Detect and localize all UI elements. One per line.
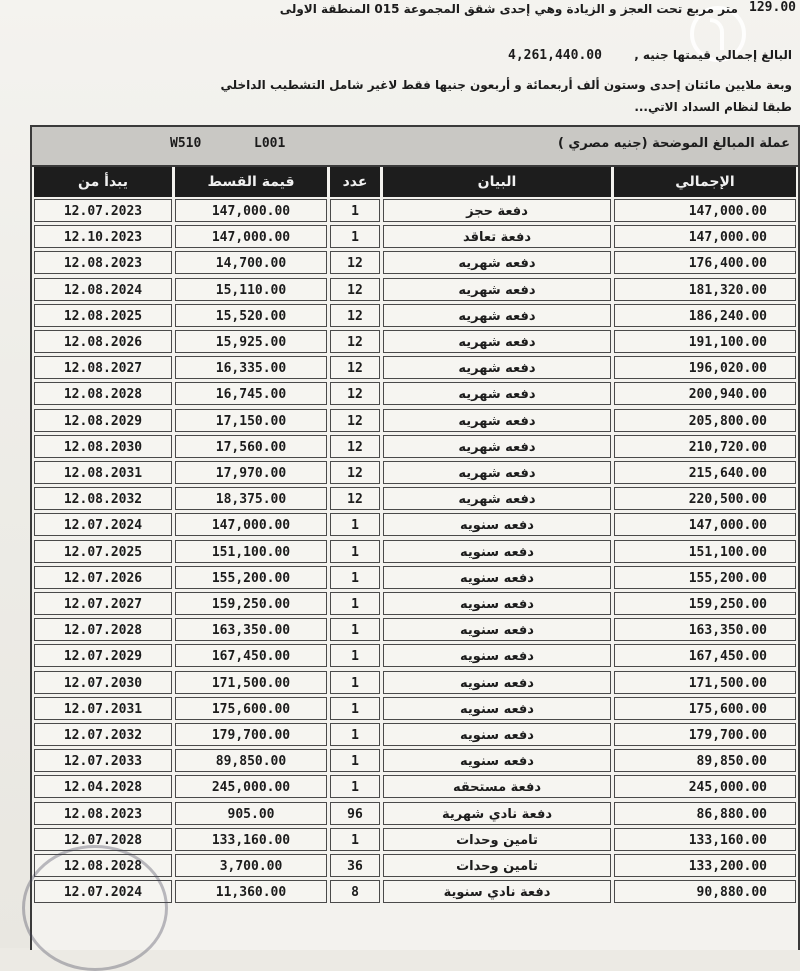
row-count: 1 — [330, 671, 380, 694]
row-start-date: 12.08.2030 — [34, 435, 172, 458]
row-installment: 167,450.00 — [175, 644, 327, 667]
row-total: 147,000.00 — [614, 199, 796, 222]
header-line-3: وبعة ملايين مائتان إحدى وستون ألف أربعمائة و أربعون جنيها فقط لاغير شامل التشطيب الداخلي — [220, 78, 792, 92]
table-row — [32, 278, 798, 303]
row-installment: 159,250.00 — [175, 592, 327, 615]
row-start-date: 12.08.2024 — [34, 278, 172, 301]
row-installment: 14,700.00 — [175, 251, 327, 274]
row-count: 12 — [330, 461, 380, 484]
row-count: 8 — [330, 880, 380, 903]
column-header-count: عدد — [330, 167, 380, 197]
row-total: 163,350.00 — [614, 618, 796, 641]
row-description: دفعه شهريه — [383, 304, 611, 327]
row-start-date: 12.08.2027 — [34, 356, 172, 379]
table-row — [32, 828, 798, 853]
row-start-date: 12.08.2032 — [34, 487, 172, 510]
row-description: تامين وحدات — [383, 828, 611, 851]
table-row — [32, 671, 798, 696]
row-installment: 151,100.00 — [175, 540, 327, 563]
row-total: 210,720.00 — [614, 435, 796, 458]
row-description: دفعه شهريه — [383, 382, 611, 405]
row-total: 90,880.00 — [614, 880, 796, 903]
row-count: 1 — [330, 828, 380, 851]
table-row — [32, 880, 798, 905]
row-start-date: 12.08.2031 — [34, 461, 172, 484]
row-installment: 147,000.00 — [175, 513, 327, 536]
row-installment: 163,350.00 — [175, 618, 327, 641]
row-installment: 17,560.00 — [175, 435, 327, 458]
row-count: 12 — [330, 409, 380, 432]
table-row — [32, 199, 798, 224]
table-row — [32, 566, 798, 591]
row-description: دفعه شهريه — [383, 435, 611, 458]
row-description: دفعه سنويه — [383, 749, 611, 772]
row-count: 96 — [330, 802, 380, 825]
row-installment: 147,000.00 — [175, 225, 327, 248]
table-row — [32, 540, 798, 565]
column-header-description: البيان — [383, 167, 611, 197]
table-row — [32, 618, 798, 643]
row-description: دفعه شهريه — [383, 278, 611, 301]
header-area-amount: 129.00 — [749, 0, 796, 15]
row-start-date: 12.08.2025 — [34, 304, 172, 327]
row-description: دفعه سنويه — [383, 723, 611, 746]
row-start-date: 12.07.2025 — [34, 540, 172, 563]
row-count: 12 — [330, 330, 380, 353]
row-count: 12 — [330, 251, 380, 274]
row-description: دفعه سنويه — [383, 566, 611, 589]
header-line-1: متر مربع تحت العجز و الزيادة وهي إحدى شقق المجموعة 015 المنطقة الاولى — [279, 2, 738, 16]
currency-note: عملة المبالغ الموضحة (جنيه مصري ) — [557, 136, 790, 151]
column-header-start-date: يبدأ من — [34, 167, 172, 197]
row-total: 215,640.00 — [614, 461, 796, 484]
table-row — [32, 723, 798, 748]
row-description: دفعة مستحقه — [383, 775, 611, 798]
row-installment: 11,360.00 — [175, 880, 327, 903]
row-installment: 15,925.00 — [175, 330, 327, 353]
row-start-date: 12.07.2028 — [34, 618, 172, 641]
column-header-installment: قيمة القسط — [175, 167, 327, 197]
row-total: 200,940.00 — [614, 382, 796, 405]
row-count: 1 — [330, 644, 380, 667]
row-total: 151,100.00 — [614, 540, 796, 563]
row-count: 1 — [330, 618, 380, 641]
row-description: دفعه شهريه — [383, 487, 611, 510]
row-count: 1 — [330, 723, 380, 746]
table-row — [32, 304, 798, 329]
row-start-date: 12.08.2028 — [34, 854, 172, 877]
payment-schedule-table — [30, 125, 800, 950]
row-installment: 3,700.00 — [175, 854, 327, 877]
row-count: 1 — [330, 225, 380, 248]
row-description: دفعه سنويه — [383, 618, 611, 641]
row-description: دفعه سنويه — [383, 592, 611, 615]
table-row — [32, 802, 798, 827]
row-installment: 16,745.00 — [175, 382, 327, 405]
row-total: 220,500.00 — [614, 487, 796, 510]
row-installment: 89,850.00 — [175, 749, 327, 772]
row-start-date: 12.07.2033 — [34, 749, 172, 772]
row-count: 1 — [330, 540, 380, 563]
row-count: 1 — [330, 775, 380, 798]
row-description: دفعه شهريه — [383, 330, 611, 353]
row-start-date: 12.08.2028 — [34, 382, 172, 405]
row-installment: 15,520.00 — [175, 304, 327, 327]
header-total-amount: 4,261,440.00 — [508, 48, 602, 63]
row-description: دفعه شهريه — [383, 461, 611, 484]
row-description: دفعه شهريه — [383, 409, 611, 432]
row-total: 133,200.00 — [614, 854, 796, 877]
row-total: 159,250.00 — [614, 592, 796, 615]
row-description: دفعه سنويه — [383, 671, 611, 694]
column-header-total: الإجمالي — [614, 167, 796, 197]
row-start-date: 12.08.2023 — [34, 251, 172, 274]
row-start-date: 12.08.2023 — [34, 802, 172, 825]
row-count: 1 — [330, 592, 380, 615]
row-total: 245,000.00 — [614, 775, 796, 798]
table-row — [32, 409, 798, 434]
unit-code-w: W510 — [170, 136, 202, 151]
row-start-date: 12.07.2031 — [34, 697, 172, 720]
table-row — [32, 697, 798, 722]
row-count: 12 — [330, 382, 380, 405]
row-total: 133,160.00 — [614, 828, 796, 851]
row-installment: 17,970.00 — [175, 461, 327, 484]
table-row — [32, 513, 798, 538]
row-installment: 905.00 — [175, 802, 327, 825]
row-description: دفعة نادي شهرية — [383, 802, 611, 825]
row-start-date: 12.08.2029 — [34, 409, 172, 432]
table-row — [32, 435, 798, 460]
row-installment: 18,375.00 — [175, 487, 327, 510]
row-total: 179,700.00 — [614, 723, 796, 746]
row-installment: 175,600.00 — [175, 697, 327, 720]
table-title-bar — [32, 127, 798, 167]
row-installment: 245,000.00 — [175, 775, 327, 798]
row-start-date: 12.07.2027 — [34, 592, 172, 615]
table-row — [32, 854, 798, 879]
row-description: دفعه سنويه — [383, 513, 611, 536]
row-start-date: 12.07.2032 — [34, 723, 172, 746]
row-start-date: 12.07.2023 — [34, 199, 172, 222]
row-count: 1 — [330, 566, 380, 589]
row-installment: 133,160.00 — [175, 828, 327, 851]
header-line-2-label: البالغ إجمالي قيمتها جنيه , — [634, 48, 792, 62]
row-total: 147,000.00 — [614, 513, 796, 536]
row-count: 1 — [330, 513, 380, 536]
header-line-4: طبقا لنظام السداد الاتي... — [634, 100, 792, 114]
row-start-date: 12.07.2029 — [34, 644, 172, 667]
unit-code-l: L001 — [254, 136, 286, 151]
row-total: 196,020.00 — [614, 356, 796, 379]
table-row — [32, 461, 798, 486]
table-row — [32, 487, 798, 512]
row-total: 167,450.00 — [614, 644, 796, 667]
row-installment: 147,000.00 — [175, 199, 327, 222]
row-description: دفعه سنويه — [383, 697, 611, 720]
row-start-date: 12.08.2026 — [34, 330, 172, 353]
row-installment: 17,150.00 — [175, 409, 327, 432]
row-installment: 179,700.00 — [175, 723, 327, 746]
row-installment: 171,500.00 — [175, 671, 327, 694]
table-row — [32, 592, 798, 617]
row-total: 186,240.00 — [614, 304, 796, 327]
row-total: 171,500.00 — [614, 671, 796, 694]
row-count: 12 — [330, 304, 380, 327]
row-count: 12 — [330, 435, 380, 458]
row-count: 36 — [330, 854, 380, 877]
table-row — [32, 225, 798, 250]
row-start-date: 12.07.2030 — [34, 671, 172, 694]
table-row — [32, 644, 798, 669]
row-count: 1 — [330, 697, 380, 720]
row-description: دفعه شهريه — [383, 356, 611, 379]
row-description: دفعة تعاقد — [383, 225, 611, 248]
row-start-date: 12.04.2028 — [34, 775, 172, 798]
table-row — [32, 382, 798, 407]
row-total: 205,800.00 — [614, 409, 796, 432]
table-row — [32, 775, 798, 800]
table-row — [32, 356, 798, 381]
row-description: تامين وحدات — [383, 854, 611, 877]
row-total: 181,320.00 — [614, 278, 796, 301]
row-count: 1 — [330, 199, 380, 222]
row-start-date: 12.07.2026 — [34, 566, 172, 589]
row-total: 89,850.00 — [614, 749, 796, 772]
row-count: 12 — [330, 487, 380, 510]
row-start-date: 12.07.2024 — [34, 513, 172, 536]
row-start-date: 12.07.2028 — [34, 828, 172, 851]
row-total: 147,000.00 — [614, 225, 796, 248]
row-description: دفعة حجز — [383, 199, 611, 222]
row-description: دفعه سنويه — [383, 644, 611, 667]
row-installment: 15,110.00 — [175, 278, 327, 301]
row-total: 155,200.00 — [614, 566, 796, 589]
row-start-date: 12.07.2024 — [34, 880, 172, 903]
row-installment: 155,200.00 — [175, 566, 327, 589]
row-total: 175,600.00 — [614, 697, 796, 720]
row-count: 1 — [330, 749, 380, 772]
row-count: 12 — [330, 356, 380, 379]
row-start-date: 12.10.2023 — [34, 225, 172, 248]
row-description: دفعه سنويه — [383, 540, 611, 563]
row-total: 86,880.00 — [614, 802, 796, 825]
table-row — [32, 330, 798, 355]
row-description: دفعه شهريه — [383, 251, 611, 274]
row-count: 12 — [330, 278, 380, 301]
row-total: 191,100.00 — [614, 330, 796, 353]
table-row — [32, 251, 798, 276]
table-row — [32, 749, 798, 774]
row-installment: 16,335.00 — [175, 356, 327, 379]
row-description: دفعة نادي سنوية — [383, 880, 611, 903]
row-total: 176,400.00 — [614, 251, 796, 274]
